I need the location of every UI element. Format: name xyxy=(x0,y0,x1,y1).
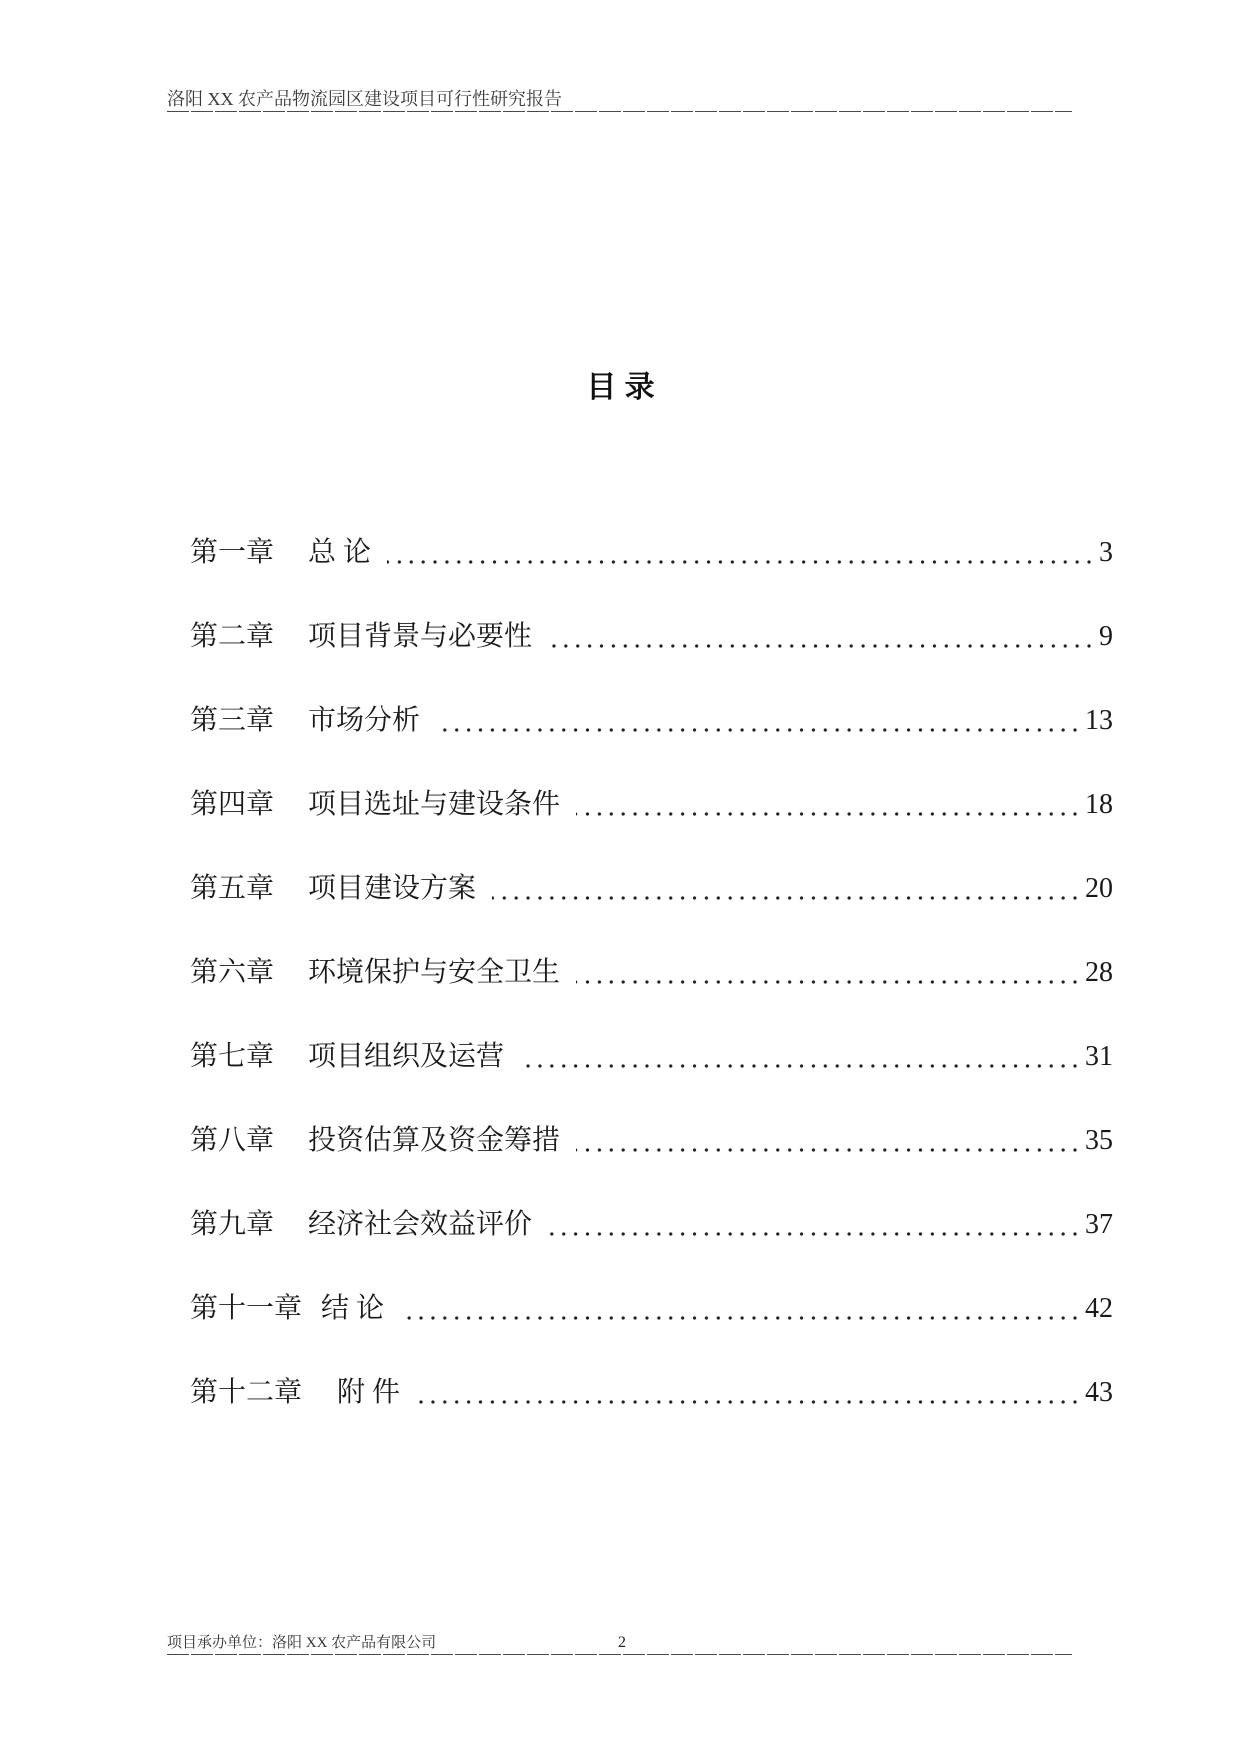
toc-page-number: 18 xyxy=(1085,789,1113,820)
toc-entry xyxy=(190,595,1113,679)
toc-chapter-title: 项目组织及运营 xyxy=(308,1041,505,1072)
table-of-contents xyxy=(190,511,1113,1435)
dot-leader xyxy=(436,707,1081,735)
toc-page-number: 3 xyxy=(1099,537,1113,568)
toc-entry xyxy=(190,1183,1113,1267)
report-title: 洛阳 XX 农产品物流园区建设项目可行性研究报告 xyxy=(167,89,562,109)
toc-chapter-label: 第一章 xyxy=(190,537,275,568)
toc-entry xyxy=(190,1351,1113,1435)
dot-leader xyxy=(520,1043,1081,1071)
toc-chapter-title: 市场分析 xyxy=(308,705,421,736)
toc-chapter-title: 项目背景与必要性 xyxy=(308,621,533,652)
toc-chapter-title: 环境保护与安全卫生 xyxy=(308,957,561,988)
toc-chapter-title: 结 论 xyxy=(321,1293,385,1324)
page-number: 2 xyxy=(618,1634,626,1651)
toc-page-number: 42 xyxy=(1085,1293,1113,1324)
dot-leader xyxy=(576,1127,1081,1155)
dot-leader xyxy=(548,623,1095,651)
dot-leader xyxy=(576,791,1081,819)
toc-chapter-label: 第七章 xyxy=(190,1041,275,1072)
toc-chapter-label: 第六章 xyxy=(190,957,275,988)
header-rule xyxy=(167,111,1072,112)
dot-leader xyxy=(416,1379,1081,1407)
toc-chapter-title: 项目建设方案 xyxy=(308,873,477,904)
toc-entry xyxy=(190,931,1113,1015)
toc-page-number: 43 xyxy=(1085,1377,1113,1408)
toc-chapter-title: 项目选址与建设条件 xyxy=(308,789,561,820)
toc-entry xyxy=(190,1099,1113,1183)
toc-heading: 目 录 xyxy=(586,371,655,404)
toc-entry xyxy=(190,763,1113,847)
footer-rule xyxy=(167,1654,1072,1655)
dot-leader xyxy=(548,1211,1081,1239)
dot-leader xyxy=(400,1295,1081,1323)
toc-chapter-title: 投资估算及资金筹措 xyxy=(308,1125,561,1156)
toc-chapter-label: 第九章 xyxy=(190,1209,275,1240)
toc-page-number: 31 xyxy=(1085,1041,1113,1072)
toc-chapter-label: 第十二章 xyxy=(190,1377,303,1408)
dot-leader xyxy=(492,875,1081,903)
organizer-line: 项目承办单位：洛阳 XX 农产品有限公司 xyxy=(167,1635,437,1651)
toc-page-number: 28 xyxy=(1085,957,1113,988)
toc-page-number: 37 xyxy=(1085,1209,1113,1240)
toc-entry xyxy=(190,847,1113,931)
toc-page-number: 13 xyxy=(1085,705,1113,736)
toc-page-number: 9 xyxy=(1099,621,1113,652)
toc-chapter-label: 第八章 xyxy=(190,1125,275,1156)
toc-chapter-title: 附 件 xyxy=(337,1377,401,1408)
toc-chapter-title: 经济社会效益评价 xyxy=(308,1209,533,1240)
toc-chapter-label: 第十一章 xyxy=(190,1293,303,1324)
toc-chapter-label: 第三章 xyxy=(190,705,275,736)
running-header xyxy=(167,86,1072,112)
toc-page-number: 35 xyxy=(1085,1125,1113,1156)
toc-chapter-label: 第五章 xyxy=(190,873,275,904)
toc-entry xyxy=(190,679,1113,763)
toc-chapter-label: 第二章 xyxy=(190,621,275,652)
toc-entry xyxy=(190,511,1113,595)
toc-chapter-label: 第四章 xyxy=(190,789,275,820)
running-footer xyxy=(167,1631,1072,1655)
dot-leader xyxy=(387,539,1095,567)
toc-entry xyxy=(190,1267,1113,1351)
toc-entry xyxy=(190,1015,1113,1099)
toc-page-number: 20 xyxy=(1085,873,1113,904)
dot-leader xyxy=(576,959,1081,987)
toc-chapter-title: 总 论 xyxy=(308,537,372,568)
